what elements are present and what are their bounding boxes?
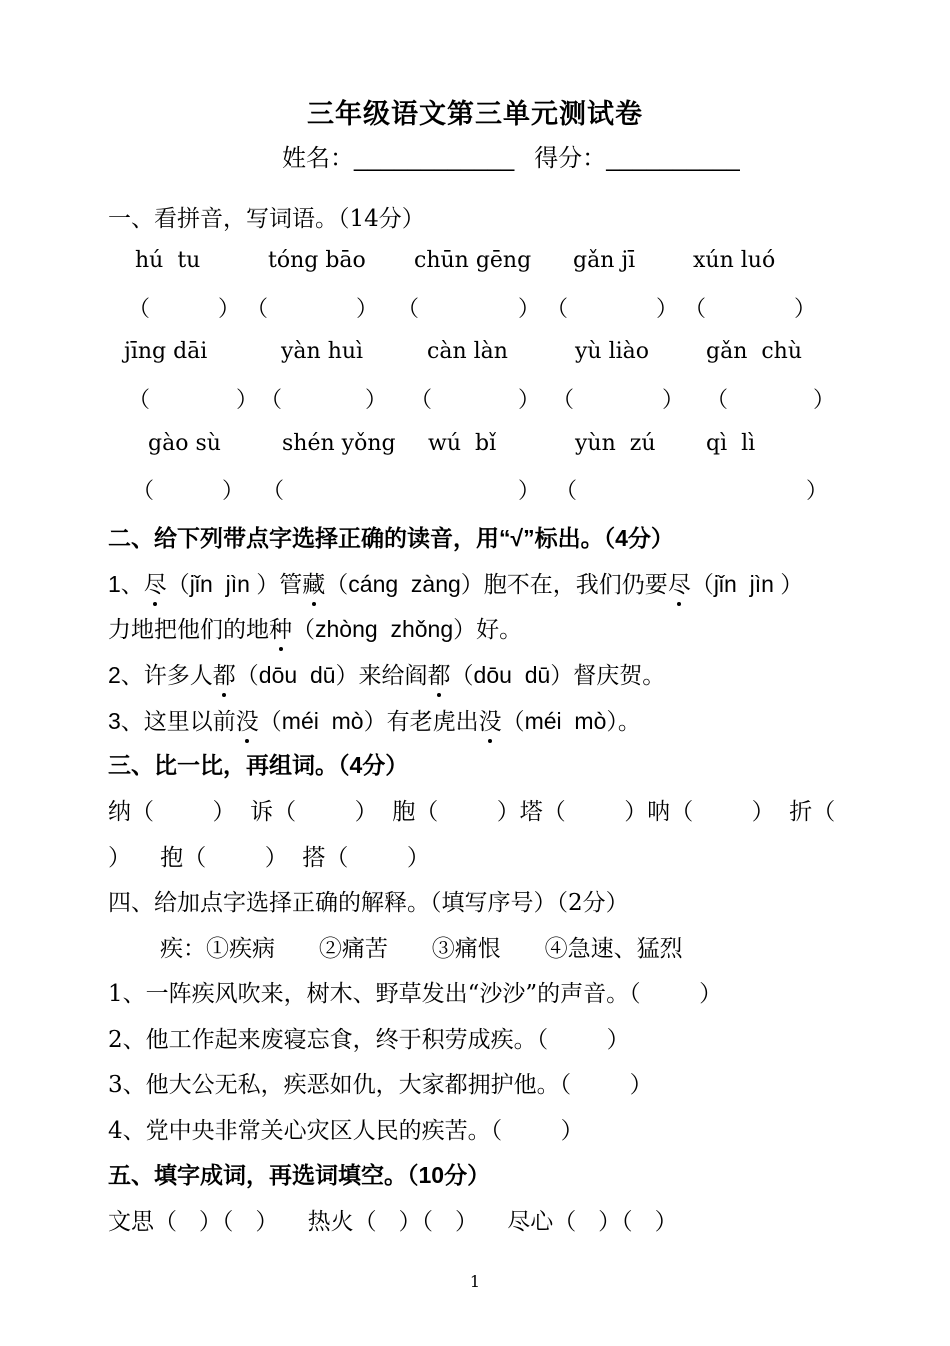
answer-paren-open: （	[397, 297, 420, 322]
name-label: 姓名：	[282, 145, 354, 172]
question-4-4: 4、党中央非常关心灾区人民的疾苦。（ ）	[108, 1118, 584, 1144]
dotted-character: 都	[213, 657, 236, 690]
score-blank: __________	[606, 145, 740, 172]
pinyin: xún luó	[693, 248, 776, 273]
answer-paren-close: ）	[656, 297, 679, 322]
question-2-1-continued: 力地把他们的地种（zhòng zhǒng）好。	[108, 611, 522, 644]
pinyin: gào sù	[148, 431, 221, 456]
page-title: 三年级语文第三单元测试卷	[307, 99, 643, 129]
pinyin: wú bǐ	[428, 431, 497, 456]
answer-paren-open: （	[132, 479, 155, 504]
answer-paren-close: ）	[222, 479, 245, 504]
answer-paren-close: ）	[218, 297, 241, 322]
pinyin: chūn gēng	[414, 248, 532, 273]
answer-paren-close: ）	[662, 388, 685, 413]
pinyin: qì lì	[706, 431, 756, 456]
answer-paren-open: （	[128, 388, 151, 413]
answer-paren-open: （	[555, 479, 578, 504]
answer-paren-close: ）	[518, 479, 541, 504]
section-3-heading: 三、比一比，再组词。（4分）	[108, 752, 409, 778]
dotted-character: 没	[479, 703, 502, 736]
dotted-character: 种	[269, 611, 292, 644]
question-2-2: 2、许多人都（dōu dū）来给阎都（dōu dū）督庆贺。	[108, 657, 665, 690]
question-4-3: 3、他大公无私，疾恶如仇，大家都拥护他。（ ）	[108, 1072, 653, 1098]
answer-paren-open: （	[410, 388, 433, 413]
answer-paren-close: ）	[518, 388, 541, 413]
dotted-character: 尽	[144, 566, 167, 599]
answer-paren-close: ）	[365, 388, 388, 413]
definition-options: 疾：①疾病 ②痛苦 ③痛恨 ④急速、猛烈	[160, 936, 683, 962]
name-blank: ____________	[354, 145, 515, 172]
pinyin: tóng bāo	[268, 248, 366, 273]
answer-paren-open: （	[262, 479, 285, 504]
pinyin: yàn huì	[281, 339, 364, 364]
section-2-heading: 二、给下列带点字选择正确的读音，用“√”标出。（4分）	[108, 525, 674, 551]
answer-paren-close: ）	[236, 388, 259, 413]
page-number: 1	[469, 1272, 481, 1291]
dotted-character: 藏	[302, 566, 325, 599]
section-5-heading: 五、填字成词，再选词填空。（10分）	[108, 1162, 491, 1188]
question-4-1: 1、一阵疾风吹来，树木、野草发出“沙沙”的声音。（ ）	[108, 981, 723, 1007]
pinyin: hú tu	[135, 248, 201, 273]
dotted-character: 尽	[668, 566, 691, 599]
section-1-heading: 一、看拼音，写词语。（14分）	[108, 206, 425, 232]
answer-paren-close: ）	[518, 297, 541, 322]
answer-paren-close: ）	[806, 479, 829, 504]
answer-paren-close: ）	[813, 388, 836, 413]
question-2-1: 1、尽（jǐn jìn ）管藏（cáng zàng）胞不在，我们仍要尽（jǐn jìn ）	[108, 566, 803, 599]
pinyin: yùn zú	[575, 431, 656, 456]
score-label: 得分：	[534, 145, 607, 172]
pinyin: jīng dāi	[124, 339, 208, 364]
answer-paren-close: ）	[356, 297, 379, 322]
pinyin: shén yǒng	[282, 431, 396, 456]
answer-paren-open: （	[552, 388, 575, 413]
pinyin: gǎn jī	[573, 248, 636, 273]
fill-words-line-1: 文思（ ）（ ） 热火（ ）（ ） 尽心（ ）（ ）	[108, 1209, 678, 1235]
dotted-character: 都	[428, 657, 451, 690]
answer-paren-open: （	[128, 297, 151, 322]
section-4-heading: 四、给加点字选择正确的解释。（填写序号）（2分）	[108, 890, 629, 916]
compare-words-line-1: 纳（ ） 诉（ ） 胞（ ）塔（ ）呐（ ） 折（	[108, 799, 836, 825]
pinyin: gǎn chù	[706, 339, 803, 364]
answer-paren-open: （	[706, 388, 729, 413]
answer-paren-open: （	[546, 297, 569, 322]
pinyin: càn làn	[427, 339, 508, 364]
answer-paren-open: （	[246, 297, 269, 322]
student-info	[282, 138, 740, 173]
answer-paren-close: ）	[794, 297, 817, 322]
question-2-3: 3、这里以前没（méi mò）有老虎出没（méi mò）。	[108, 703, 641, 736]
compare-words-line-2: ） 抱（ ） 搭（ ）	[108, 845, 430, 871]
dotted-character: 没	[236, 703, 259, 736]
question-4-2: 2、他工作起来废寝忘食，终于积劳成疾。（ ）	[108, 1027, 630, 1053]
answer-paren-open: （	[684, 297, 707, 322]
pinyin: yù liào	[575, 339, 650, 364]
answer-paren-open: （	[260, 388, 283, 413]
